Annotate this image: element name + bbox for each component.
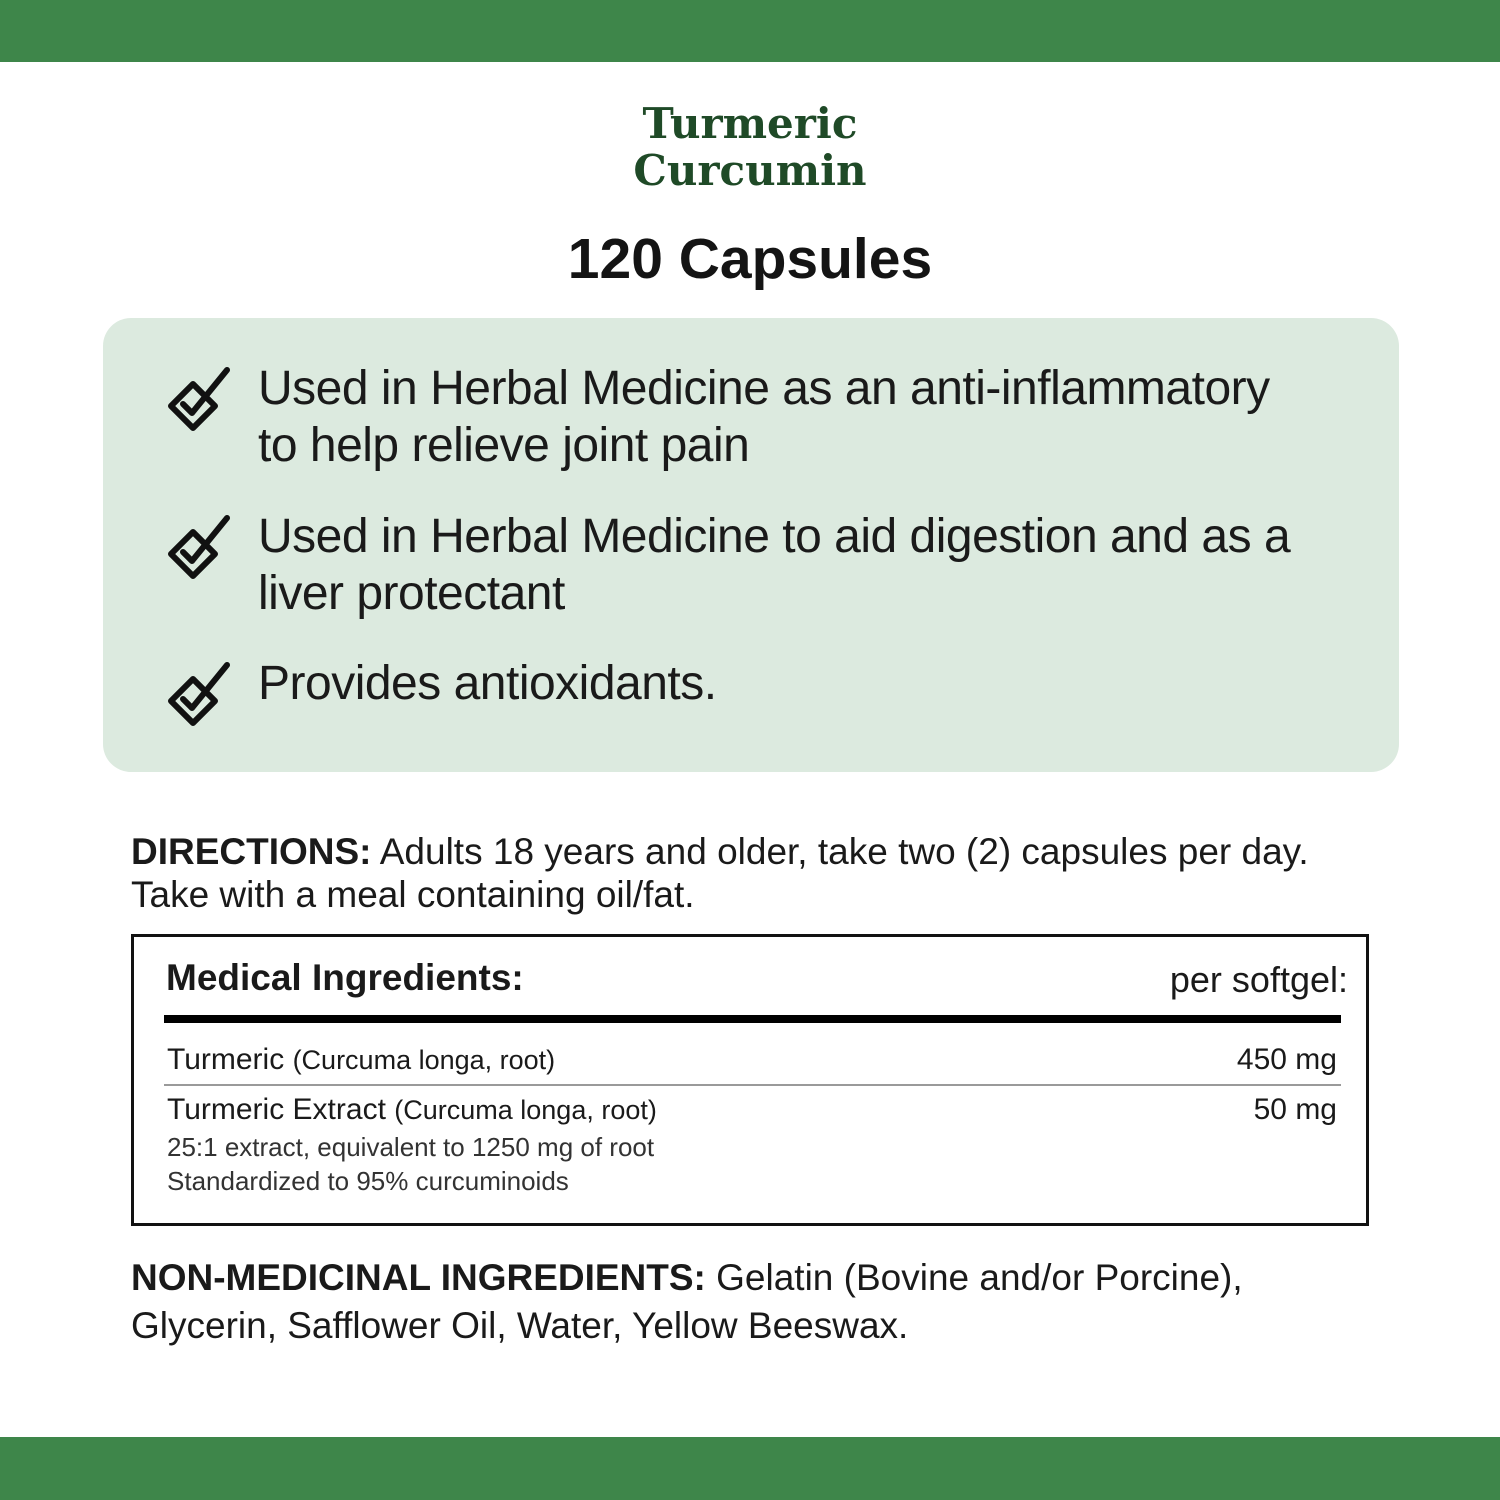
benefit-text-line1: Used in Herbal Medicine as an anti-inflammatory — [258, 362, 1270, 415]
benefit-text-line1: Provides antioxidants. — [258, 657, 717, 710]
checkbox-check-icon — [163, 661, 231, 729]
ingredient-name: Turmeric Extract — [167, 1093, 386, 1126]
directions-label: DIRECTIONS: — [131, 831, 372, 872]
medical-ingredients-panel — [131, 934, 1369, 1226]
non-medicinal-text-line1: Gelatin (Bovine and/or Porcine), — [716, 1257, 1243, 1298]
directions-text-line1: Adults 18 years and older, take two (2) capsules per day. — [379, 831, 1309, 872]
directions-line1 — [131, 830, 1391, 873]
product-name-line1: Turmeric — [642, 99, 858, 148]
ingredient-name: Turmeric — [167, 1043, 285, 1076]
capsule-count: 120 Capsules — [567, 227, 933, 291]
ingredient-amount: 50 mg — [1253, 1093, 1337, 1126]
bottom-green-band — [0, 1437, 1500, 1500]
ingredient-note: Standardized to 95% curcuminoids — [167, 1166, 569, 1196]
benefit-text-line2: to help relieve joint pain — [258, 419, 750, 472]
checkbox-check-icon — [163, 366, 231, 434]
medical-ingredients-header: Medical Ingredients: — [166, 957, 524, 998]
benefit-text-line1: Used in Herbal Medicine to aid digestion and as a — [258, 510, 1291, 563]
ingredient-note: 25:1 extract, equivalent to 1250 mg of root — [167, 1132, 655, 1162]
ingredient-separator — [164, 1084, 1341, 1086]
header-rule — [164, 1015, 1341, 1023]
benefits-panel — [103, 318, 1399, 772]
benefit-text-line2: liver protectant — [258, 567, 565, 620]
directions-text-line2: Take with a meal containing oil/fat. — [131, 874, 695, 915]
product-name-line2: Curcumin — [633, 146, 867, 195]
ingredient-amount: 450 mg — [1236, 1043, 1337, 1076]
top-green-band — [0, 0, 1500, 62]
non-medicinal-block — [131, 1254, 1391, 1350]
checkbox-check-icon — [163, 514, 231, 582]
non-medicinal-line1 — [131, 1254, 1391, 1302]
directions-block — [131, 830, 1391, 916]
non-medicinal-text-line2: Glycerin, Safflower Oil, Water, Yellow Beeswax. — [131, 1305, 909, 1346]
ingredient-latin: (Curcuma longa, root) — [292, 1045, 556, 1075]
ingredient-latin: (Curcuma longa, root) — [394, 1095, 657, 1125]
ingredient-row — [167, 1093, 657, 1127]
per-softgel-label: per softgel: — [1169, 959, 1348, 1000]
non-medicinal-label: NON-MEDICINAL INGREDIENTS: — [131, 1257, 706, 1298]
ingredient-row — [167, 1043, 555, 1077]
